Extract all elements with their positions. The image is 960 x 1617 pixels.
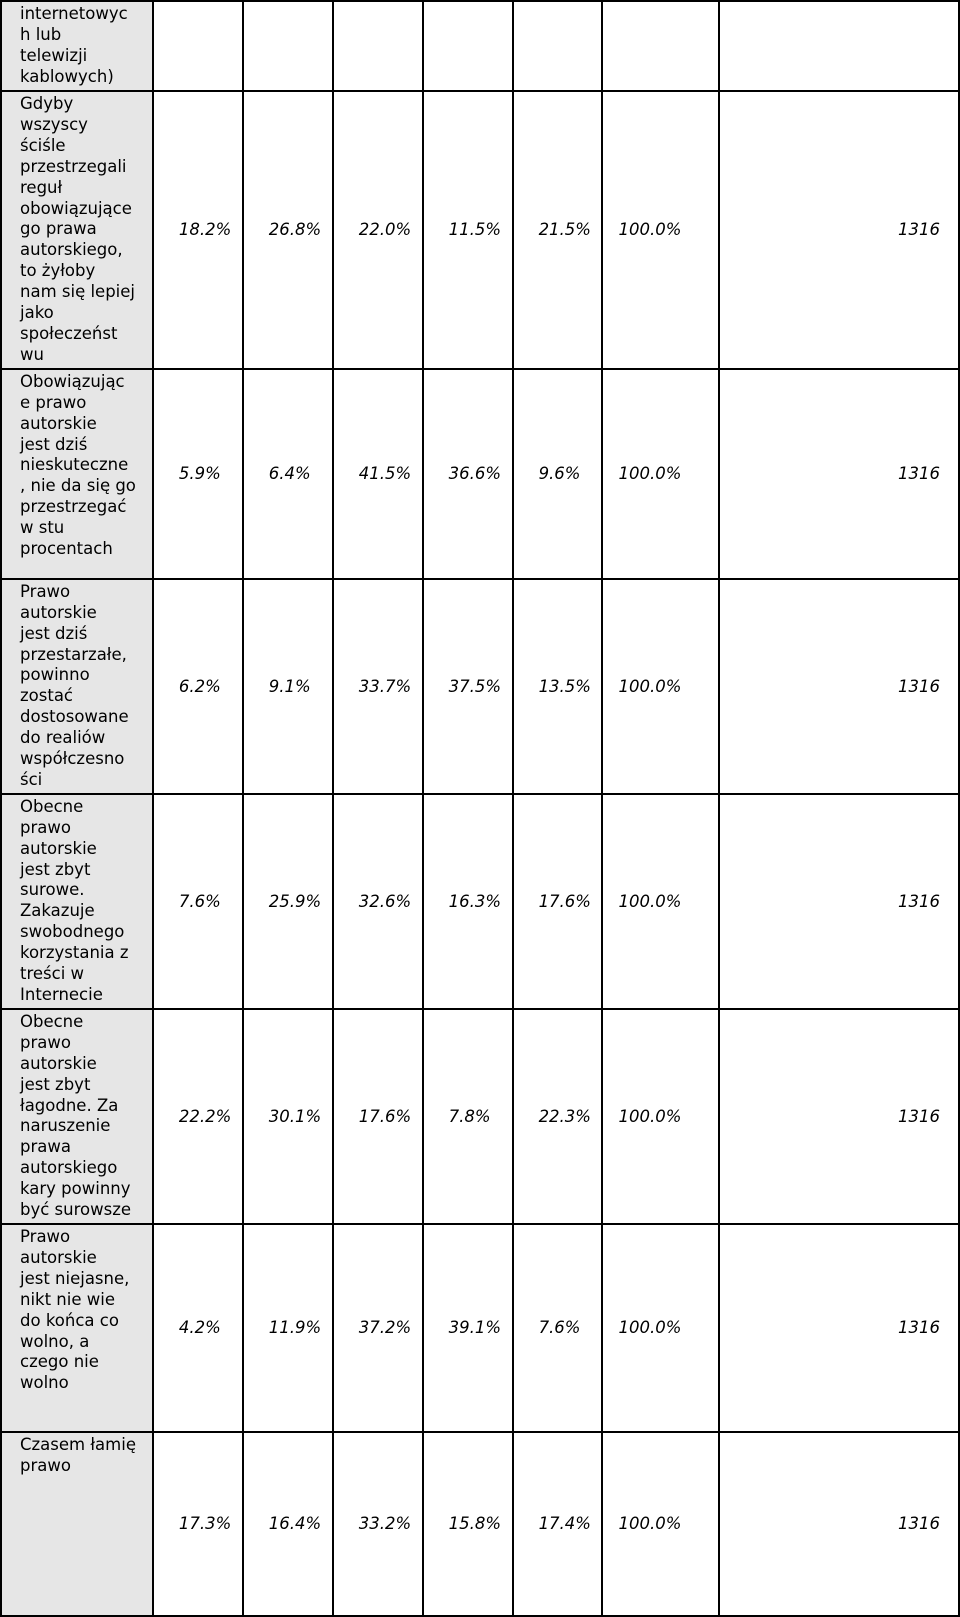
count-cell: 1316 bbox=[719, 91, 959, 369]
percent-cell: 16.3% bbox=[423, 794, 513, 1009]
count-cell: 1316 bbox=[719, 1432, 959, 1616]
percent-cell: 5.9% bbox=[153, 369, 243, 579]
percent-cell bbox=[153, 1, 243, 91]
percent-cell: 26.8% bbox=[243, 91, 333, 369]
total-cell bbox=[602, 1, 719, 91]
table-row bbox=[1, 369, 959, 579]
row-label: Gdyby wszyscy ściśle przestrzegali reguł obowiązujące go prawa autorskiego, to żyłoby nam się lepiej jako społeczeńst wu bbox=[20, 94, 135, 364]
percent-cell: 18.2% bbox=[153, 91, 243, 369]
percent-cell: 41.5% bbox=[333, 369, 423, 579]
percent-cell: 22.3% bbox=[513, 1009, 603, 1224]
total-cell: 100.0% bbox=[602, 1224, 719, 1432]
percent-cell bbox=[243, 1, 333, 91]
table-row bbox=[1, 91, 959, 369]
table-row bbox=[1, 579, 959, 794]
row-label-cell bbox=[1, 369, 153, 579]
percent-cell: 22.2% bbox=[153, 1009, 243, 1224]
percent-cell bbox=[513, 1, 603, 91]
percent-cell: 16.4% bbox=[243, 1432, 333, 1616]
total-cell: 100.0% bbox=[602, 91, 719, 369]
row-label-cell bbox=[1, 1, 153, 91]
row-label: Obecne prawo autorskie jest zbyt łagodne. Za naruszenie prawa autorskiego kary powinny być surowsze bbox=[20, 1011, 132, 1220]
percent-cell: 11.5% bbox=[423, 91, 513, 369]
row-label: Czasem łamię prawo bbox=[20, 1434, 136, 1475]
row-label: internetowyc h lub telewizji kablowych) bbox=[20, 4, 128, 86]
percent-cell: 6.2% bbox=[153, 579, 243, 794]
table-body bbox=[1, 1, 959, 1616]
total-cell: 100.0% bbox=[602, 1009, 719, 1224]
percent-cell: 33.2% bbox=[333, 1432, 423, 1616]
percent-cell: 17.3% bbox=[153, 1432, 243, 1616]
percent-cell: 39.1% bbox=[423, 1224, 513, 1432]
percent-cell bbox=[423, 1, 513, 91]
percent-cell: 15.8% bbox=[423, 1432, 513, 1616]
count-cell: 1316 bbox=[719, 1009, 959, 1224]
table-row bbox=[1, 1009, 959, 1224]
total-cell: 100.0% bbox=[602, 369, 719, 579]
percent-cell: 22.0% bbox=[333, 91, 423, 369]
row-label: Obecne prawo autorskie jest zbyt surowe. Zakazuje swobodnego korzystania z treści w Internecie bbox=[20, 796, 129, 1004]
row-label-cell bbox=[1, 1432, 153, 1616]
percent-cell: 36.6% bbox=[423, 369, 513, 579]
percent-cell: 4.2% bbox=[153, 1224, 243, 1432]
row-label-cell bbox=[1, 579, 153, 794]
row-label-cell bbox=[1, 1224, 153, 1432]
table-row bbox=[1, 794, 959, 1009]
total-cell: 100.0% bbox=[602, 794, 719, 1009]
count-cell: 1316 bbox=[719, 579, 959, 794]
percent-cell bbox=[333, 1, 423, 91]
percent-cell: 37.2% bbox=[333, 1224, 423, 1432]
total-cell: 100.0% bbox=[602, 579, 719, 794]
percent-cell: 32.6% bbox=[333, 794, 423, 1009]
row-label-cell bbox=[1, 1009, 153, 1224]
count-cell: 1316 bbox=[719, 1224, 959, 1432]
percent-cell: 17.6% bbox=[513, 794, 603, 1009]
count-cell: 1316 bbox=[719, 369, 959, 579]
percent-cell: 9.1% bbox=[243, 579, 333, 794]
percent-cell: 25.9% bbox=[243, 794, 333, 1009]
percent-cell: 30.1% bbox=[243, 1009, 333, 1224]
row-label: Prawo autorskie jest niejasne, nikt nie wie do końca co wolno, a czego nie wolno bbox=[20, 1226, 130, 1393]
percent-cell: 21.5% bbox=[513, 91, 603, 369]
count-cell: 1316 bbox=[719, 794, 959, 1009]
percent-cell: 9.6% bbox=[513, 369, 603, 579]
total-cell: 100.0% bbox=[602, 1432, 719, 1616]
count-cell bbox=[719, 1, 959, 91]
table-row bbox=[1, 1224, 959, 1432]
percent-cell: 13.5% bbox=[513, 579, 603, 794]
table-row bbox=[1, 1, 959, 91]
percent-cell: 11.9% bbox=[243, 1224, 333, 1432]
percent-cell: 7.8% bbox=[423, 1009, 513, 1224]
row-label-cell bbox=[1, 794, 153, 1009]
percent-cell: 37.5% bbox=[423, 579, 513, 794]
percent-cell: 7.6% bbox=[513, 1224, 603, 1432]
percent-cell: 33.7% bbox=[333, 579, 423, 794]
row-label: Obowiązując e prawo autorskie jest dziś nieskuteczne , nie da się go przestrzegać w stu procentach bbox=[20, 371, 136, 559]
percent-cell: 6.4% bbox=[243, 369, 333, 579]
row-label: Prawo autorskie jest dziś przestarzałe, powinno zostać dostosowane do realiów współczesno ści bbox=[20, 581, 129, 789]
percent-cell: 17.6% bbox=[333, 1009, 423, 1224]
percent-cell: 17.4% bbox=[513, 1432, 603, 1616]
table-row bbox=[1, 1432, 959, 1616]
row-label-cell bbox=[1, 91, 153, 369]
percent-cell: 7.6% bbox=[153, 794, 243, 1009]
